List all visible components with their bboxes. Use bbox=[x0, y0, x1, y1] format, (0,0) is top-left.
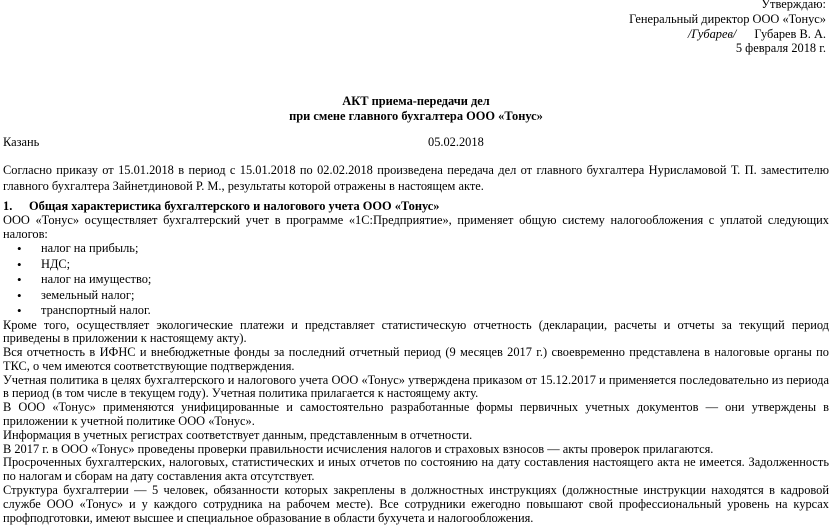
approval-heading: Утверждаю: bbox=[629, 0, 826, 12]
signature-script: /Губарев/ bbox=[688, 27, 736, 42]
title-line-2: при смене главного бухгалтера ООО «Тонус» bbox=[0, 109, 832, 124]
tax-list bbox=[3, 241, 829, 319]
paragraph: В 2017 г. в ООО «Тонус» проведены проверки правильности исчисления налогов и страховых взносов — акты проверок прилагаются. bbox=[3, 443, 829, 457]
section-body bbox=[3, 319, 829, 525]
paragraph: Учетная политика в целях бухгалтерского и налогового учета ООО «Тонус» утверждена приказом от 15.12.2017 и применяется последовательно из периода в период (в том числе в текущем году). Учетная политика прилагается к настоящему акту. bbox=[3, 374, 829, 402]
paragraph: Кроме того, осуществляет экологические платежи и представляет статистическую отчетность (декларации, расчеты и отчеты за текущий период приведены в приложении к настоящему акту). bbox=[3, 319, 829, 347]
signature-name: Губарев В. А. bbox=[754, 27, 826, 42]
document-date: 05.02.2018 bbox=[428, 135, 484, 150]
section-heading bbox=[3, 199, 829, 213]
paragraph: Информация в учетных регистрах соответствует данным, представленным в отчетности. bbox=[3, 429, 829, 443]
place: Казань bbox=[3, 135, 39, 149]
document-title bbox=[0, 94, 832, 123]
paragraph: Структура бухгалтерии — 5 человек, обязанности которых закреплены в должностных инструкциях (должностные инструкции находятся в кадровой службе ООО «Тонус» и у каждого сотрудника на рабочем месте). Все сотрудники ежегодно повышают свой профессиональный уровень на курсах профподготовки, имеют высшее и специальное образование в области бухучета и налогообложения. bbox=[3, 484, 829, 525]
list-item: • земельный налог; bbox=[3, 288, 829, 304]
list-item: • НДС; bbox=[3, 257, 829, 273]
list-item: • налог на прибыль; bbox=[3, 241, 829, 257]
list-item: • налог на имущество; bbox=[3, 272, 829, 288]
approval-position: Генеральный директор ООО «Тонус» bbox=[629, 12, 826, 27]
place-date-row bbox=[3, 135, 829, 150]
section-number: 1. bbox=[3, 199, 29, 213]
approval-signature-line bbox=[629, 27, 826, 42]
intro-paragraph: Согласно приказу от 15.01.2018 в период с 15.01.2018 по 02.02.2018 произведена передача дел от главного бухгалтера Нурисламовой Т. П. заместителю главного бухгалтера Зайнетдиновой Р. М., результаты которой отражены в настоящем акте. bbox=[3, 162, 829, 194]
section-lead: ООО «Тонус» осуществляет бухгалтерский учет в программе «1С:Предприятие», применяет общую систему налогообложения с уплатой следующих налогов: bbox=[3, 213, 829, 241]
approval-date: 5 февраля 2018 г. bbox=[629, 41, 826, 56]
section-1 bbox=[3, 199, 829, 525]
paragraph: Просроченных бухгалтерских, налоговых, статистических и иных отчетов по состоянию на дату составления настоящего акта не имеется. Задолженность по налогам и сборам на дату составления акта отсутствует. bbox=[3, 456, 829, 484]
paragraph: В ООО «Тонус» применяются унифицированные и самостоятельно разработанные формы первичных учетных документов — они утверждены в приложении к учетной политике ООО «Тонус». bbox=[3, 401, 829, 429]
paragraph: Вся отчетность в ИФНС и внебюджетные фонды за последний отчетный период (9 месяцев 2017 г.) своевременно представлена в налоговые органы по ТКС, о чем имеются соответствующие подтверждения. bbox=[3, 346, 829, 374]
approval-block bbox=[629, 0, 826, 56]
title-line-1: АКТ приема-передачи дел bbox=[0, 94, 832, 109]
section-title: Общая характеристика бухгалтерского и налогового учета ООО «Тонус» bbox=[29, 199, 440, 213]
list-item: • транспортный налог. bbox=[3, 303, 829, 319]
